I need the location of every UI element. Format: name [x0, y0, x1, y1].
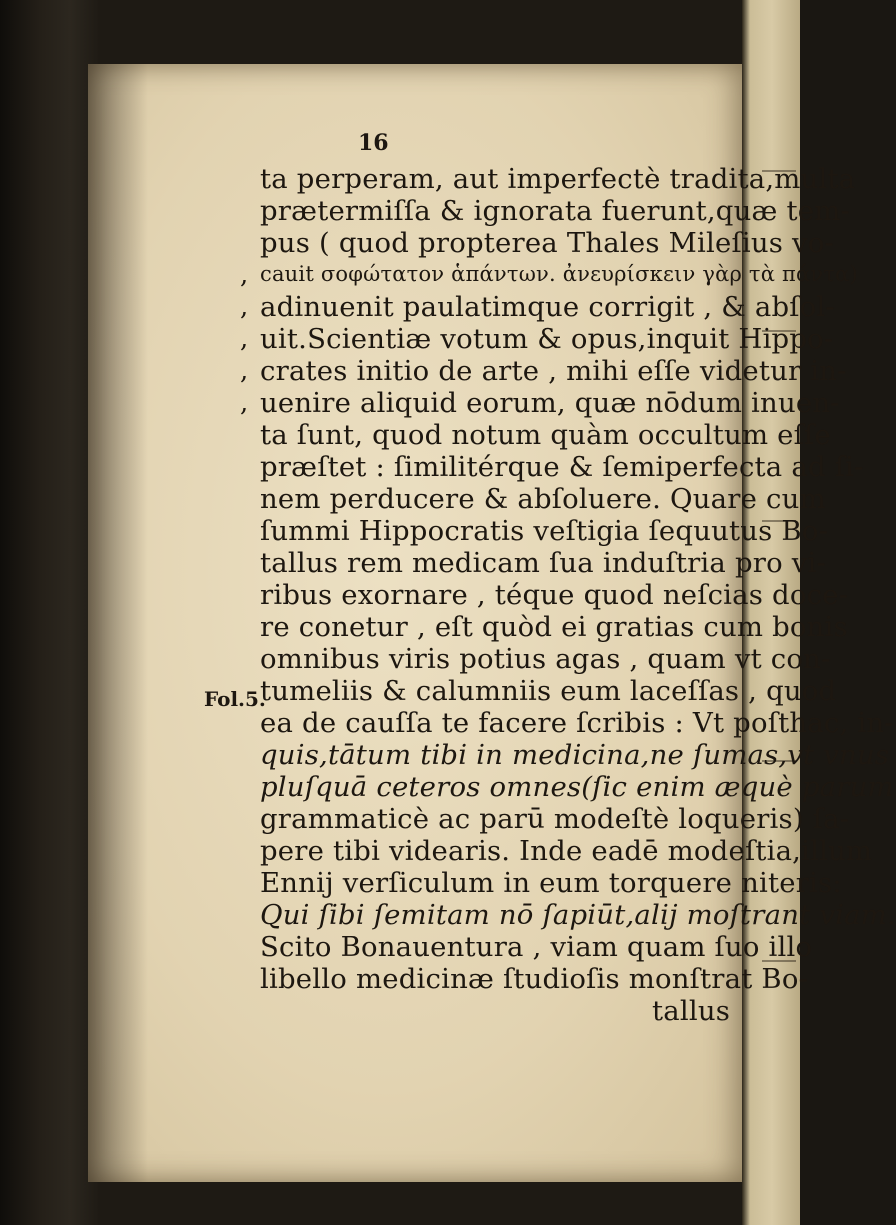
text-line: uit.Scientiæ votum & opus,inquit Hippo- [260, 323, 834, 355]
quote-mark: , [240, 324, 249, 354]
text-line: crates initio de arte , mihi eſſe videtur in- [260, 355, 847, 387]
text-line: libello medicinæ ſtudioſis monſtrat Bo- [260, 963, 809, 995]
text-line: nem perducere & abſoluere. Quare cum [260, 483, 826, 515]
page-shadow [88, 64, 148, 1182]
text-line: cauit σοφώτατον ἁπάντων. ἀνευρίσκειν γὰρ τὰ πάντα) [260, 262, 858, 286]
text-line: tumeliis & calumniis eum laceſſas , quod [260, 675, 837, 707]
text-line: præſtet : ſimilitérque & ſemiperfecta ad ſi- [260, 451, 864, 483]
quote-mark: , [240, 388, 249, 418]
text-line: omnibus viris potius agas , quam vt con- [260, 643, 831, 675]
text-line: Ennij verſiculum in eum torquere niteris: [260, 867, 842, 899]
text-line: quis,tātum tibi in medicina,ne ſumas,vt vnus [260, 739, 890, 771]
text-line: Qui ſibi ſemitam nō ſapiūt,alij moſtrant viam. [260, 899, 896, 931]
text-line: prætermiſſa & ignorata fuerunt,quæ tem- [260, 195, 850, 227]
page-number: 16 [358, 130, 389, 156]
text-line: ſummi Hippocratis veſtigia ſequutus Bo- [260, 515, 829, 547]
text-line: adinuenit paulatimque corrigit , & abſol- [260, 291, 835, 323]
quote-mark: , [240, 356, 249, 386]
text-line: uenire aliquid eorum, quæ nōdum inuen- [260, 387, 840, 419]
quote-mark: , [240, 292, 249, 322]
text-line: pus ( quod propterea Thales Mileſius vo- [260, 227, 834, 259]
catchword: tallus [652, 995, 731, 1027]
text-line: tallus rem medicam ſua induſtria pro vi- [260, 547, 827, 579]
quote-mark: , [240, 260, 249, 290]
text-line: ribus exornare , téque quod neſcias doce- [260, 579, 849, 611]
margin-note: Fol.5. [204, 687, 266, 711]
text-line: pluſquā ceteros omnes(ſic enim æquè parum [260, 771, 894, 803]
text-line: pere tibi videaris. Inde eadē modeſtia,illum [260, 835, 873, 867]
text-line: Scito Bonauentura , viam quam ſuo illo [260, 931, 813, 963]
text-line: ea de cauſſa te facere ſcribis : Vt poſthac, in- [260, 707, 894, 739]
text-line: re conetur , eſt quòd ei gratias cum bonis [260, 611, 848, 643]
text-line: ta ſunt, quod notum quàm occultum eſſe [260, 419, 831, 451]
text-line: grammaticè ac parū modeſtè loqueris) ſa- [260, 803, 850, 835]
text-line: ta perperam, aut imperfectè tradita,multa [260, 163, 856, 195]
